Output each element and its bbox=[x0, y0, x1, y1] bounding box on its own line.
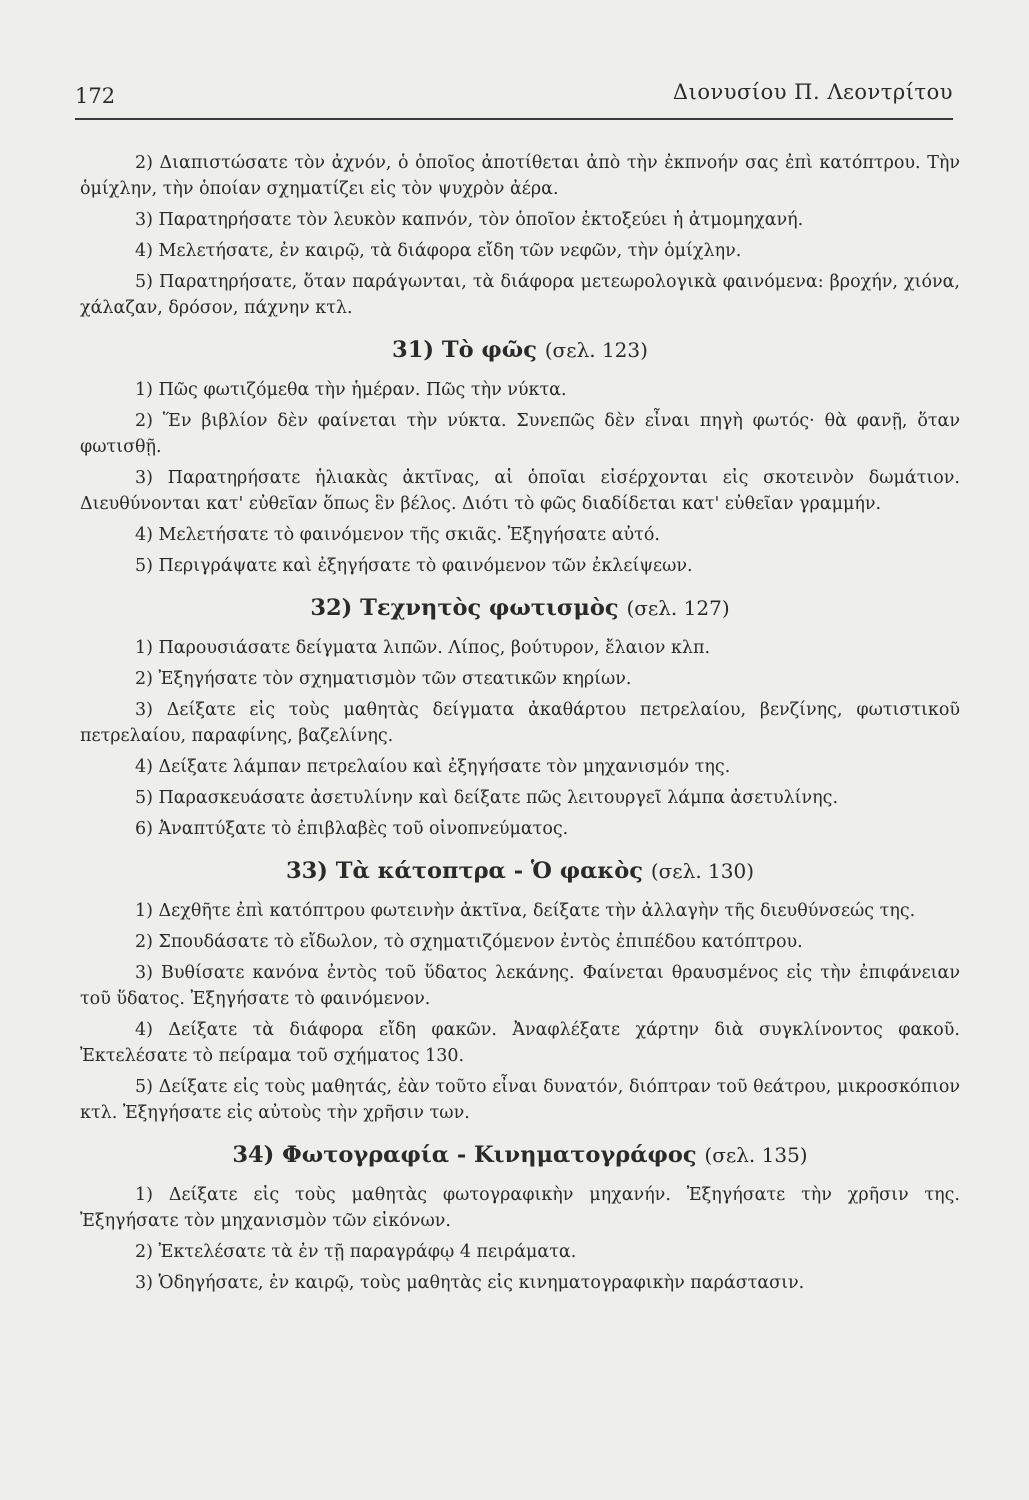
page-number: 172 bbox=[75, 84, 116, 108]
list-item: 5) Παρατηρήσατε, ὅταν παράγωνται, τὰ διάφορα μετεωρολογικὰ φαινόμενα: βροχήν, χιόνα, χάλαζαν, δρόσον, πάχνην κτλ. bbox=[80, 272, 960, 318]
page-body bbox=[80, 150, 960, 1301]
section-page-ref: (σελ. 127) bbox=[626, 596, 730, 620]
list-item: 3) Βυθίσατε κανόνα ἐντὸς τοῦ ὕδατος λεκάνης. Φαίνεται θραυσμένος εἰς τὴν ἐπιφάνειαν τοῦ ὕδατος. Ἐξηγήσατε τὸ φαινόμενον. bbox=[80, 963, 960, 1009]
list-item: 3) Δείξατε εἰς τοὺς μαθητὰς δείγματα ἀκαθάρτου πετρελαίου, βενζίνης, φωτιστικοῦ πετρελαίου, παραφίνης, βαζελίνης. bbox=[80, 700, 960, 746]
section-page-ref: (σελ. 135) bbox=[704, 1143, 808, 1167]
section-33 bbox=[80, 856, 960, 1126]
list-item: 2) Ἐκτελέσατε τὰ ἐν τῇ παραγράφῳ 4 πειράματα. bbox=[135, 1242, 577, 1262]
section-page-ref: (σελ. 123) bbox=[544, 338, 648, 362]
list-item: 3) Ὁδηγήσατε, ἐν καιρῷ, τοὺς μαθητὰς εἰς κινηματογραφικὴν παράστασιν. bbox=[135, 1273, 805, 1293]
list-item: 4) Μελετήσατε τὸ φαινόμενον τῆς σκιᾶς. Ἐξηγήσατε αὐτό. bbox=[135, 525, 660, 545]
list-item: 5) Περιγράψατε καὶ ἐξηγήσατε τὸ φαινόμενον τῶν ἐκλείψεων. bbox=[135, 556, 693, 576]
list-item: 4) Δείξατε τὰ διάφορα εἴδη φακῶν. Ἀναφλέξατε χάρτην διὰ συγκλίνοντος φακοῦ. Ἐκτελέσατε τὸ πείραμα τοῦ σχήματος 130. bbox=[80, 1020, 960, 1066]
list-item: 2) Διαπιστώσατε τὸν ἀχνόν, ὁ ὁποῖος ἀποτίθεται ἀπὸ τὴν ἐκπνοήν σας ἐπὶ κατόπτρου. Τὴν ὁμίχλην, τὴν ὁποίαν σχηματίζει εἰς τὸν ψυχρὸν ἀέρα. bbox=[80, 153, 960, 199]
list-item: 4) Μελετήσατε, ἐν καιρῷ, τὰ διάφορα εἴδη τῶν νεφῶν, τὴν ὁμίχλην. bbox=[135, 241, 742, 261]
section-title: 34) Φωτογραφία - Κινηματογράφος bbox=[232, 1142, 697, 1168]
section-34 bbox=[80, 1140, 960, 1296]
list-item: 1) Πῶς φωτιζόμεθα τὴν ἡμέραν. Πῶς τὴν νύκτα. bbox=[135, 380, 567, 400]
list-item: 1) Δείξατε εἰς τοὺς μαθητὰς φωτογραφικὴν μηχανήν. Ἐξηγήσατε τὴν χρῆσιν της. Ἐξηγήσατε τὸν μηχανισμὸν τῶν εἰκόνων. bbox=[80, 1185, 960, 1231]
section-heading bbox=[80, 593, 960, 623]
section-32 bbox=[80, 593, 960, 842]
list-item: 2) Ἕν βιβλίον δὲν φαίνεται τὴν νύκτα. Συνεπῶς δὲν εἶναι πηγὴ φωτός· θὰ φανῇ, ὅταν φωτισθῇ. bbox=[80, 411, 960, 457]
section-heading bbox=[80, 856, 960, 886]
list-item: 2) Σπουδάσατε τὸ εἴδωλον, τὸ σχηματιζόμενον ἐντὸς ἐπιπέδου κατόπτρου. bbox=[135, 932, 803, 952]
section-title: 31) Τὸ φῶς bbox=[392, 337, 537, 363]
list-item: 4) Δείξατε λάμπαν πετρελαίου καὶ ἐξηγήσατε τὸν μηχανισμόν της. bbox=[135, 757, 731, 777]
section-31 bbox=[80, 335, 960, 579]
list-item: 1) Δεχθῆτε ἐπὶ κατόπτρου φωτεινὴν ἀκτῖνα, δείξατε τὴν ἀλλαγὴν τῆς διευθύνσεώς της. bbox=[135, 901, 916, 921]
list-item: 5) Παρασκευάσατε ἀσετυλίνην καὶ δείξατε πῶς λειτουργεῖ λάμπα ἀσετυλίνης. bbox=[135, 788, 839, 808]
list-item: 3) Παρατηρήσατε τὸν λευκὸν καπνόν, τὸν ὁποῖον ἐκτοξεύει ἡ ἀτμομηχανή. bbox=[135, 210, 804, 230]
running-head: Διονυσίου Π. Λεοντρίτου bbox=[672, 80, 953, 104]
page-header bbox=[75, 78, 953, 118]
section-page-ref: (σελ. 130) bbox=[650, 859, 755, 883]
list-item: 2) Ἐξηγήσατε τὸν σχηματισμὸν τῶν στεατικῶν κηρίων. bbox=[135, 669, 632, 689]
list-item: 3) Παρατηρήσατε ἡλιακὰς ἀκτῖνας, αἱ ὁποῖαι εἰσέρχονται εἰς σκοτεινὸν δωμάτιον. Διευθύνονται κατ' εὐθεῖαν ὅπως ἓν βέλος. Διότι τὸ φῶς διαδίδεται κατ' εὐθεῖαν γραμμήν. bbox=[80, 468, 960, 514]
section-heading bbox=[80, 335, 960, 365]
section-heading bbox=[80, 1140, 960, 1170]
section-title: 32) Τεχνητὸς φωτισμὸς bbox=[310, 595, 619, 621]
intro-list bbox=[80, 150, 960, 321]
list-item: 1) Παρουσιάσατε δείγματα λιπῶν. Λίπος, βούτυρον, ἔλαιον κλπ. bbox=[135, 638, 711, 658]
header-rule bbox=[75, 118, 953, 120]
list-item: 6) Ἀναπτύξατε τὸ ἐπιβλαβὲς τοῦ οἰνοπνεύματος. bbox=[135, 819, 569, 839]
section-title: 33) Τὰ κάτοπτρα - Ὁ φακὸς bbox=[285, 858, 643, 884]
list-item: 5) Δείξατε εἰς τοὺς μαθητάς, ἐὰν τοῦτο εἶναι δυνατόν, διόπτραν τοῦ θεάτρου, μικροσκόπιον κτλ. Ἐξηγήσατε εἰς αὐτοὺς τὴν χρῆσιν των. bbox=[80, 1077, 960, 1123]
